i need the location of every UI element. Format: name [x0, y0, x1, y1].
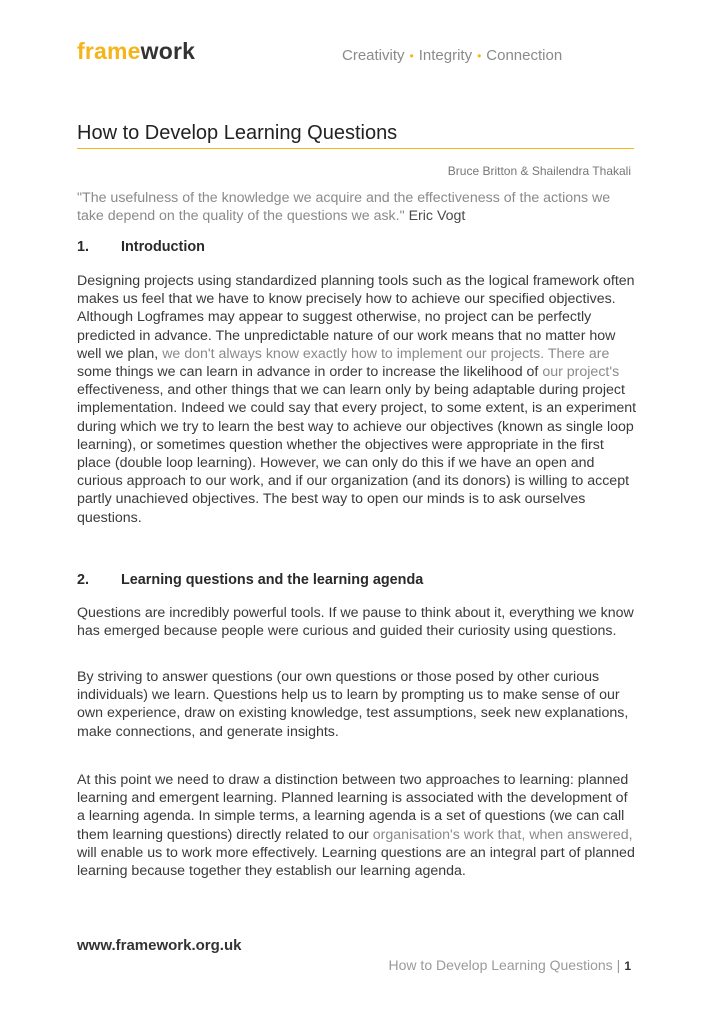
intro-paragraph: [77, 272, 637, 527]
intro-text-highlight-1: we don't always know exactly how to implement our projects. There are: [162, 345, 610, 362]
tagline-connection: Connection: [486, 47, 563, 64]
section-number: 1.: [77, 239, 90, 255]
tagline: [342, 47, 562, 64]
intro-text-2: some things we can learn in advance in order to increase the likelihood of: [77, 364, 539, 381]
footer-running-title: How to Develop Learning Questions: [388, 957, 613, 973]
section2-paragraph-3: [77, 771, 637, 880]
epigraph-quote: [77, 189, 637, 225]
s2p3-text-2: will enable us to work more effectively. Learning questions are an integral part of planned learning because together they establish our learning agenda.: [77, 844, 635, 880]
tagline-dot-2: •: [477, 49, 482, 63]
logo-part-work: work: [140, 38, 196, 64]
tagline-dot-1: •: [409, 49, 414, 63]
section-title: Learning questions and the learning agenda: [121, 572, 424, 588]
section-number: 2.: [77, 572, 90, 588]
s2p3-text-1: At this point we need to draw a distinction between two approaches to learning: planned learning and emergent learning. Planned learning is associated with the development of a learning agenda. In simple terms, a learning agenda is a set of questions (we can call them learning questions) directly related to our: [77, 772, 629, 843]
section-heading-learning-questions: [77, 572, 423, 588]
footer-website-link[interactable]: www.framework.org.uk: [77, 937, 242, 954]
section-heading-introduction: [77, 239, 205, 255]
authors: Bruce Britton & Shailendra Thakali: [447, 164, 631, 178]
page-number: 1: [624, 959, 631, 973]
section2-paragraph-1: Questions are incredibly powerful tools. If we pause to think about it, everything we know has emerged because people were curious and guided their curiosity using questions.: [77, 605, 634, 640]
footer-page-info: [389, 957, 631, 973]
section-title: Introduction: [121, 239, 205, 255]
framework-logo: [77, 38, 195, 65]
intro-text-3: effectiveness, and other things that we can learn only by being adaptable during project implementation. Indeed we could say that every project, to some extent, is an experiment during which we try to learn the best way to achieve our objectives (known as single loop learning), or sometimes question whether the objectives were appropriate in the first place (double loop learning). However, we can only do this if we have an open and curious approach to our work, and if our organization (and its donors) is willing to accept partly unachieved objectives. The best way to open our minds is to ask ourselves questions.: [77, 382, 637, 526]
quote-author: Eric Vogt: [408, 208, 466, 225]
tagline-integrity: Integrity: [418, 47, 473, 64]
intro-text-highlight-2: our project's: [542, 364, 620, 381]
intro-text-1: Designing projects using standardized planning tools such as the logical framework often makes us feel that we have to know precisely how to achieve our specified objectives. Although Logframes may appear to suggest otherwise, no project can be perfectly predicted in advance. The unpredictable nature of our work means that no matter how well we plan,: [77, 273, 635, 362]
s2p3-text-highlight: organisation's work that, when answered,: [372, 826, 633, 843]
section2-paragraph-2: By striving to answer questions (our own questions or those posed by other curious individuals) we learn. Questions help us to learn by prompting us to make sense of our own experience, draw on existing knowledge, test assumptions, seek new explanations, make connections, and generate insights.: [77, 669, 629, 740]
footer-separator: |: [616, 957, 621, 973]
logo-part-frame: frame: [77, 38, 141, 64]
quote-text: "The usefulness of the knowledge we acquire and the effectiveness of the actions we take depend on the quality of the questions we ask.": [77, 190, 611, 225]
tagline-creativity: Creativity: [342, 47, 405, 64]
page-title: How to Develop Learning Questions: [77, 122, 634, 149]
